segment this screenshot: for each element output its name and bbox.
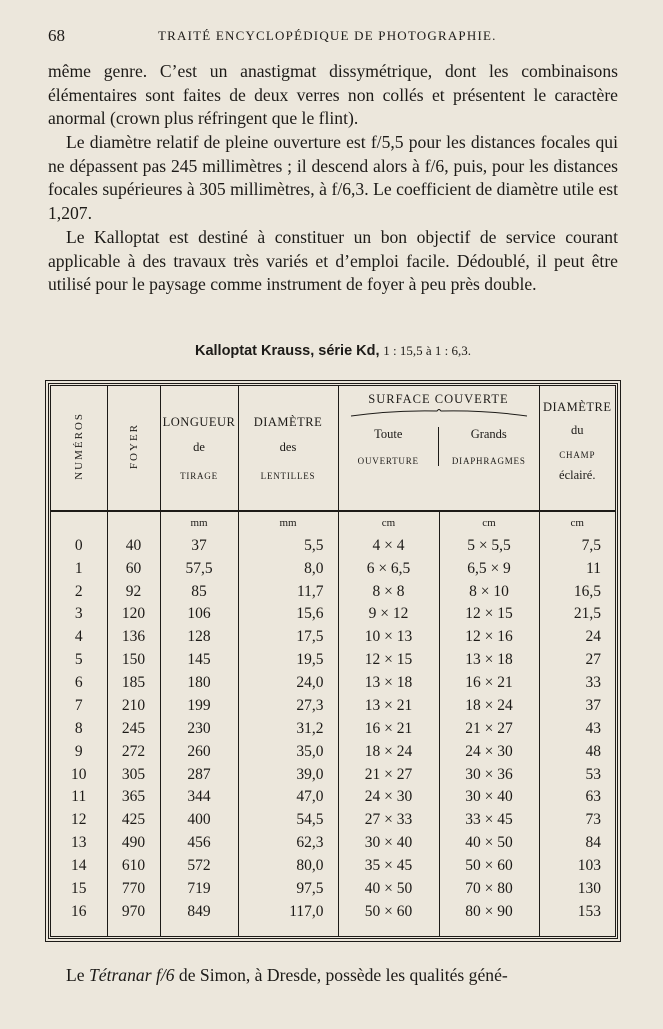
cell-foyer: 272 <box>107 740 160 763</box>
cell-numero: 16 <box>71 902 87 920</box>
cell-numero: 8 <box>74 719 83 737</box>
table-row <box>51 717 615 740</box>
cell-champ: 63 <box>539 786 615 809</box>
cell-toute-ouverture: 40 × 50 <box>338 877 439 900</box>
running-title: TRAITÉ ENCYCLOPÉDIQUE DE PHOTOGRAPHIE. <box>158 28 497 43</box>
cell-numero: 6 <box>74 674 83 692</box>
cell-numero: 11 <box>71 788 87 806</box>
cell-toute-ouverture: 6 × 6,5 <box>338 557 439 580</box>
cell-champ: 27 <box>539 649 615 672</box>
cell-lentilles: 11,7 <box>238 580 338 603</box>
cell-champ: 24 <box>539 626 615 649</box>
cell-tirage: 456 <box>160 832 238 855</box>
cell-champ: 11 <box>539 557 615 580</box>
cell-grands-diaphragmes: 6,5 × 9 <box>439 557 539 580</box>
cell-numero: 12 <box>71 811 87 829</box>
cell-numero: 4 <box>74 628 83 646</box>
table-row <box>51 694 615 717</box>
cell-tirage: 719 <box>160 877 238 900</box>
table-row <box>51 534 615 557</box>
cell-tirage: 199 <box>160 694 238 717</box>
header-toute-ouverture: Toute OUVERTURE <box>357 427 419 466</box>
cell-numero: 15 <box>71 879 87 897</box>
cell-foyer: 610 <box>107 855 160 878</box>
table-row <box>51 877 615 900</box>
table-caption <box>48 343 618 360</box>
cell-foyer: 136 <box>107 626 160 649</box>
cell-grands-diaphragmes: 30 × 36 <box>439 763 539 786</box>
page-number: 68 <box>48 26 65 45</box>
unit-champ: cm <box>539 511 615 534</box>
cell-lentilles: 15,6 <box>238 603 338 626</box>
cell-toute-ouverture: 9 × 12 <box>338 603 439 626</box>
cell-grands-diaphragmes: 70 × 80 <box>439 877 539 900</box>
cell-toute-ouverture: 13 × 21 <box>338 694 439 717</box>
cell-lentilles: 8,0 <box>238 557 338 580</box>
cell-tirage: 128 <box>160 626 238 649</box>
table-row <box>51 763 615 786</box>
header-surface-couverte: SURFACE COUVERTE Toute OUVERTURE Grands DIAPHRAGMES <box>338 386 539 511</box>
cell-foyer: 60 <box>107 557 160 580</box>
units-row <box>51 511 615 534</box>
table-row <box>51 809 615 832</box>
unit-tirage: mm <box>160 511 238 534</box>
cell-foyer: 245 <box>107 717 160 740</box>
paragraph-2: Le diamètre relatif de pleine ouverture est f/5,5 pour les distances focales qui ne dépassent pas 245 millimètres ; il descend alors à f/6, puis, pour les distances focales supérieures à 305 millimètres, à f/6,3. Le coefficient de diamètre utile est 1,207. <box>48 132 618 223</box>
cell-lentilles: 97,5 <box>238 877 338 900</box>
cell-lentilles: 35,0 <box>238 740 338 763</box>
cell-grands-diaphragmes: 12 × 16 <box>439 626 539 649</box>
cell-lentilles: 19,5 <box>238 649 338 672</box>
cell-lentilles: 17,5 <box>238 626 338 649</box>
cell-lentilles: 80,0 <box>238 855 338 878</box>
header-foyer: FOYER <box>107 386 160 511</box>
cell-tirage: 145 <box>160 649 238 672</box>
cell-champ: 73 <box>539 809 615 832</box>
unit-grands: cm <box>439 511 539 534</box>
cell-grands-diaphragmes: 18 × 24 <box>439 694 539 717</box>
cell-lentilles: 39,0 <box>238 763 338 786</box>
cell-lentilles: 47,0 <box>238 786 338 809</box>
cell-champ: 153 <box>539 900 615 923</box>
unit-toute: cm <box>338 511 439 534</box>
cell-toute-ouverture: 24 × 30 <box>338 786 439 809</box>
cell-toute-ouverture: 13 × 18 <box>338 672 439 695</box>
cell-grands-diaphragmes: 13 × 18 <box>439 649 539 672</box>
cell-foyer: 150 <box>107 649 160 672</box>
header-diametre: DIAMÈTRE des LENTILLES <box>238 386 338 511</box>
cell-lentilles: 54,5 <box>238 809 338 832</box>
table-row <box>51 603 615 626</box>
aperture-value: f/6 <box>155 965 175 985</box>
cell-tirage: 106 <box>160 603 238 626</box>
table-row <box>51 557 615 580</box>
cell-tirage: 572 <box>160 855 238 878</box>
cell-grands-diaphragmes: 33 × 45 <box>439 809 539 832</box>
cell-toute-ouverture: 18 × 24 <box>338 740 439 763</box>
cell-foyer: 490 <box>107 832 160 855</box>
table-row <box>51 649 615 672</box>
cell-champ: 37 <box>539 694 615 717</box>
cell-foyer: 425 <box>107 809 160 832</box>
cell-numero: 13 <box>71 834 87 852</box>
cell-grands-diaphragmes: 16 × 21 <box>439 672 539 695</box>
table-caption-title: Kalloptat Krauss, série Kd, <box>194 343 380 359</box>
cell-lentilles: 31,2 <box>238 717 338 740</box>
cell-toute-ouverture: 30 × 40 <box>338 832 439 855</box>
cell-champ: 21,5 <box>539 603 615 626</box>
cell-champ: 53 <box>539 763 615 786</box>
cell-grands-diaphragmes: 5 × 5,5 <box>439 534 539 557</box>
cell-numero: 9 <box>74 742 83 760</box>
cell-toute-ouverture: 35 × 45 <box>338 855 439 878</box>
cell-foyer: 305 <box>107 763 160 786</box>
cell-grands-diaphragmes: 40 × 50 <box>439 832 539 855</box>
cell-tirage: 37 <box>160 534 238 557</box>
cell-tirage: 180 <box>160 672 238 695</box>
cell-tirage: 400 <box>160 809 238 832</box>
cell-grands-diaphragmes: 12 × 15 <box>439 603 539 626</box>
unit-lentilles: mm <box>238 511 338 534</box>
cell-foyer: 40 <box>107 534 160 557</box>
cell-champ: 103 <box>539 855 615 878</box>
cell-grands-diaphragmes: 50 × 60 <box>439 855 539 878</box>
cell-champ: 130 <box>539 877 615 900</box>
cell-foyer: 92 <box>107 580 160 603</box>
cell-toute-ouverture: 10 × 13 <box>338 626 439 649</box>
cell-tirage: 260 <box>160 740 238 763</box>
cell-champ: 48 <box>539 740 615 763</box>
brace-decoration <box>349 409 529 417</box>
cell-tirage: 230 <box>160 717 238 740</box>
cell-numero: 2 <box>74 582 83 600</box>
cell-grands-diaphragmes: 21 × 27 <box>439 717 539 740</box>
page-header <box>48 26 618 50</box>
cell-champ: 7,5 <box>539 534 615 557</box>
cell-champ: 84 <box>539 832 615 855</box>
cell-champ: 16,5 <box>539 580 615 603</box>
table-row <box>51 900 615 923</box>
paragraph-3: Le Kalloptat est destiné à constituer un bon objectif de service courant applicable à des travaux très variés et d’emploi facile. Dédoublé, il peut être utilisé pour le paysage comme instrument de foyer à peu près double. <box>48 227 618 294</box>
cell-tirage: 85 <box>160 580 238 603</box>
cell-numero: 10 <box>71 765 87 783</box>
header-longueur: LONGUEUR de TIRAGE <box>160 386 238 511</box>
paragraph-1: même genre. C’est un anastigmat dissymétrique, dont les combinaisons élémentaires sont faites de deux verres non collés et présentent le caractère anormal (crown plus réfringent que le flint). <box>48 61 618 128</box>
cell-toute-ouverture: 21 × 27 <box>338 763 439 786</box>
cell-grands-diaphragmes: 8 × 10 <box>439 580 539 603</box>
cell-toute-ouverture: 4 × 4 <box>338 534 439 557</box>
cell-foyer: 120 <box>107 603 160 626</box>
cell-lentilles: 62,3 <box>238 832 338 855</box>
table-body <box>51 534 615 923</box>
table-row <box>51 740 615 763</box>
cell-lentilles: 27,3 <box>238 694 338 717</box>
cell-toute-ouverture: 8 × 8 <box>338 580 439 603</box>
footer-paragraph: Le Tétranar f/6 de Simon, à Dresde, possède les qualités géné- <box>66 965 508 985</box>
cell-toute-ouverture: 50 × 60 <box>338 900 439 923</box>
table-row <box>51 832 615 855</box>
cell-numero: 14 <box>71 857 87 875</box>
cell-toute-ouverture: 27 × 33 <box>338 809 439 832</box>
table-row <box>51 855 615 878</box>
table-row <box>51 626 615 649</box>
cell-grands-diaphragmes: 24 × 30 <box>439 740 539 763</box>
table-row <box>51 580 615 603</box>
cell-grands-diaphragmes: 30 × 40 <box>439 786 539 809</box>
table-caption-ratio: 1 : 15,5 à 1 : 6,3. <box>383 343 472 358</box>
lens-name-tetranar: Tétranar <box>88 965 152 985</box>
cell-tirage: 287 <box>160 763 238 786</box>
cell-foyer: 210 <box>107 694 160 717</box>
cell-grands-diaphragmes: 80 × 90 <box>439 900 539 923</box>
lens-table <box>48 383 618 939</box>
header-grands-diaphragmes: Grands DIAPHRAGMES <box>439 427 539 466</box>
cell-champ: 43 <box>539 717 615 740</box>
table-row <box>51 672 615 695</box>
cell-numero: 0 <box>74 536 83 554</box>
header-diametre-champ: DIAMÈTRE du CHAMP éclairé. <box>539 386 615 511</box>
cell-champ: 33 <box>539 672 615 695</box>
cell-lentilles: 5,5 <box>238 534 338 557</box>
cell-tirage: 57,5 <box>160 557 238 580</box>
cell-tirage: 849 <box>160 900 238 923</box>
cell-toute-ouverture: 12 × 15 <box>338 649 439 672</box>
header-numeros: NUMÉROS <box>51 386 107 511</box>
cell-numero: 7 <box>74 696 83 714</box>
cell-numero: 3 <box>74 605 83 623</box>
cell-tirage: 344 <box>160 786 238 809</box>
cell-foyer: 770 <box>107 877 160 900</box>
cell-numero: 1 <box>74 559 83 577</box>
cell-foyer: 970 <box>107 900 160 923</box>
cell-lentilles: 117,0 <box>238 900 338 923</box>
table-row <box>51 786 615 809</box>
cell-numero: 5 <box>74 651 83 669</box>
cell-foyer: 365 <box>107 786 160 809</box>
cell-foyer: 185 <box>107 672 160 695</box>
cell-toute-ouverture: 16 × 21 <box>338 717 439 740</box>
cell-lentilles: 24,0 <box>238 672 338 695</box>
